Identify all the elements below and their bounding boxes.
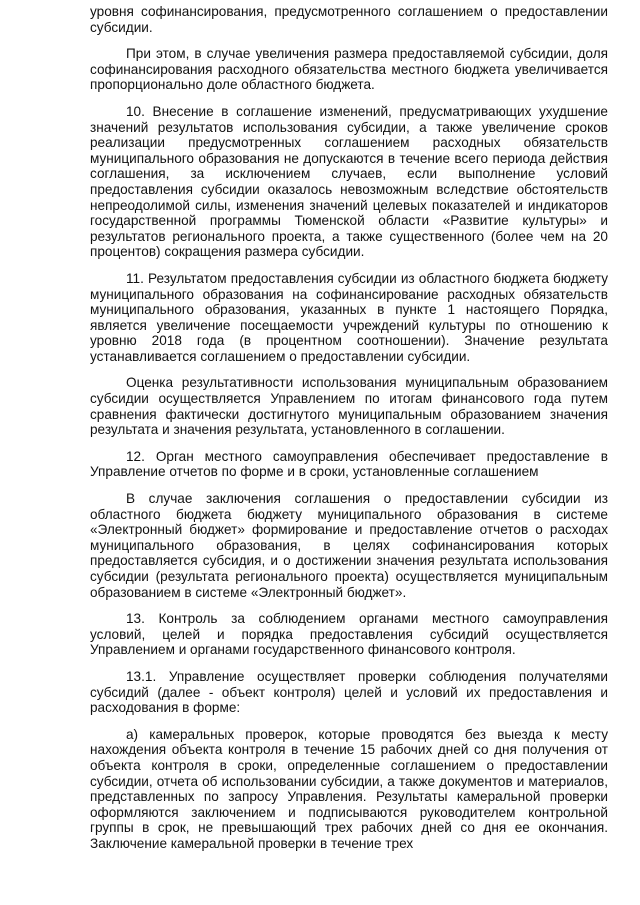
paragraph-item-11: 11. Результатом предоставления субсидии из областного бюджета бюджету муниципального образования на софинансирование расходных обязательств муниципального образования, указанных в пункте 1 настоящего Порядка, является увеличение посещаемости учреждений культуры по отношению к уровню 2018 года (в процентном соотношении). Значение результата устанавливается соглашением о предоставлении субсидии.: [90, 270, 608, 364]
paragraph-item-13-1: 13.1. Управление осуществляет проверки соблюдения получателями субсидий (далее - объект контроля) целей и условий их предоставления и расходования в форме:: [90, 668, 608, 716]
paragraph-cofinancing-share: При этом, в случае увеличения размера предоставляемой субсидии, доля софинансирования расходного обязательства местного бюджета увеличивается пропорционально доле областного бюджета.: [90, 46, 608, 93]
paragraph-electronic-budget: В случае заключения соглашения о предоставлении субсидии из областного бюджета бюджету муниципального образования в системе «Электронный бюджет» формирование и предоставление отчетов о расходах муниципального образования, в целях софинансирования которых предоставляется субсидия, и о достижении значения результата использования субсидии (результата регионального проекта) осуществляется муниципальным образованием в системе «Электронный бюджет».: [90, 491, 608, 600]
paragraph-item-12: 12. Орган местного самоуправления обеспечивает предоставление в Управление отчетов по форме и в сроки, установленные соглашением: [90, 448, 608, 480]
paragraph-item-13: 13. Контроль за соблюдением органами местного самоуправления условий, целей и порядка предоставления субсидий осуществляется Управлением и органами государственного финансового контроля.: [90, 611, 608, 658]
paragraph-effectiveness-assessment: Оценка результативности использования муниципальным образованием субсидии осуществляется Управлением по итогам финансового года путем сравнения фактически достигнутого муниципальным образованием значения результата и значения результата, установленного в соглашении.: [90, 375, 608, 438]
paragraph-item-a: а) камеральных проверок, которые проводятся без выезда к месту нахождения объекта контроля в течение 15 рабочих дней со дня получения от объекта контроля в сроки, определенные соглашением о предоставлении субсидии, отчета об использовании субсидии, а также документов и материалов, представленных по запросу Управления. Результаты камеральной проверки оформляются заключением и подписываются руководителем контрольной группы в срок, не превышающий трех рабочих дней со дня ее окончания. Заключение камеральной проверки в течение трех: [90, 726, 608, 851]
paragraph-continuation: уровня софинансирования, предусмотренного соглашением о предоставлении субсидии.: [90, 4, 608, 35]
document-page: [90, 4, 608, 863]
paragraph-item-10: 10. Внесение в соглашение изменений, предусматривающих ухудшение значений результатов использования субсидии, а также увеличение сроков реализации предусмотренных соглашением расходных обязательств муниципального образования не допускаются в течение всего периода действия соглашения, за исключением случаев, если выполнение условий предоставления субсидии оказалось невозможным вследствие обстоятельств непреодолимой силы, изменения значений целевых показателей и индикаторов государственной программы Тюменской области «Развитие культуры» и результатов регионального проекта, а также существенного (более чем на 20 процентов) сокращения размера субсидии.: [90, 103, 608, 260]
